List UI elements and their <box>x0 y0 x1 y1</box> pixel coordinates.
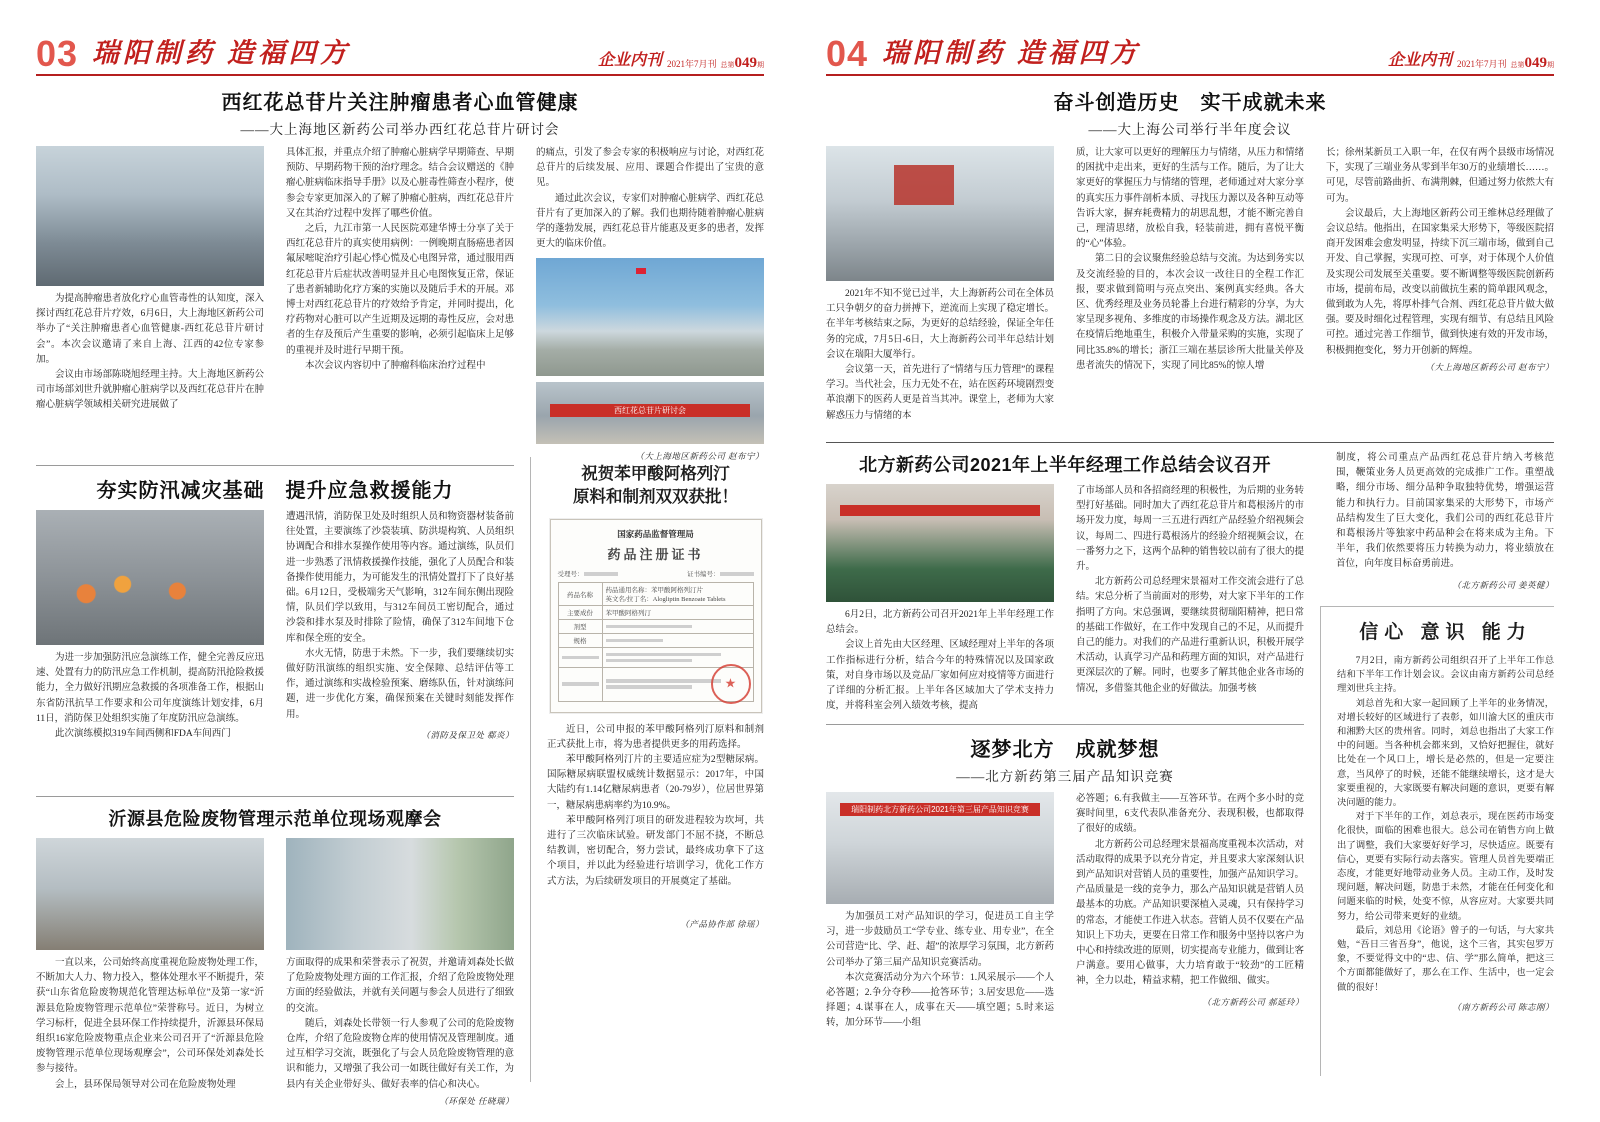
article-contest-title: 逐梦北方 成就梦想 <box>970 739 1160 761</box>
page-04-lower-left <box>826 451 1320 1122</box>
cert-row-value: 英文名/拉丁名：Alogliptin Benzoate Tablets <box>605 596 726 603</box>
box-approval <box>530 457 764 1082</box>
paragraph: 为提高肿瘤患者放化疗心血管毒性的认知度，深入探讨西红花总苷片疗效，6月6日，大上海地区新药公司举办了“关注肿瘤患者心血管健康-西红花总苷片研讨会”。本次会议邀请了来自上海、江西的42位专家参加。 <box>36 294 265 365</box>
box-faith-title: 信心 意识 能力 <box>1359 622 1532 643</box>
paragraph: 遭遇汛情，消防保卫处及时组织人员和物资器材装备前往处置，主要演练了沙袋装填、防洪堤构筑、人员组织协调配合和排水泵操作使用等内容。通过演练，队员们进一步熟悉了汛情救援操作技能，强化了人员配合和装备操作使用能力，为可能发生的汛情处置打下了良好基础。6月12日，受极端劣天气影响，312车间东侧出现险情，队员们学以致用，与312车间员工密切配合，通过沙袋和排水泵及时排除了险情，确保了312车间地下仓库和保全班的安全。 <box>286 512 515 644</box>
paragraph: 长；徐州某新员工入职一年，在仅有两个县级市场情况下，实现了三端业务从零到半年30万的业绩增长……。可见，尽管前路曲折、布满荆棘，但通过努力依然大有可为。 <box>1326 148 1555 204</box>
article-yiyuan-credit: （环保处 任晓瑞） <box>439 1095 514 1106</box>
paragraph: 通过此次会议，专家们对肿瘤心脏病学、西红花总苷片有了更加深入的了解。我们也期待随着肿瘤心脏病学的蓬勃发展，西红花总苷片能惠及更多的患者，发挥更大的临床价值。 <box>536 193 765 250</box>
certificate-meta <box>558 569 754 578</box>
saffron-col-2 <box>286 146 514 451</box>
paragraph: 随后，刘森处长带领一行人参观了公司的危险废物仓库，介绍了危险废物仓库的使用情况及管理制度。通过互相学习交流，既强化了与会人员危险废物管理的意识和能力，又增强了我公司一如既往做好有关工作，为县内有关企业带好头、做好表率的信心和决心。 <box>286 1018 515 1090</box>
article-halfyear-subtitle: ——大上海公司举行半年度会议 <box>1088 122 1292 137</box>
article-saffron-credit: （大上海地区新药公司 赵布宁） <box>635 451 764 462</box>
redacted-value <box>584 572 618 576</box>
contest-col-1 <box>826 792 1054 1122</box>
box-faith-credit: （南方新药公司 陈志刚） <box>1452 1001 1554 1012</box>
divider <box>826 724 1304 725</box>
paragraph: 近日，公司申报的苯甲酸阿格列汀原料和制剂正式获批上市，将为患者提供更多的用药选择。 <box>547 724 764 750</box>
article-contest-subtitle: ——北方新药第三届产品知识竞赛 <box>956 769 1174 784</box>
redacted-value <box>720 572 754 576</box>
acceptance-no-label: 受理号： <box>557 571 584 578</box>
approval-title-line2: 原料和制剂双双获批！ <box>573 488 738 506</box>
photo-banner-text: 西红花总苷片研讨会 <box>550 404 751 417</box>
paragraph: 苯甲酸阿格列汀项目的研发进程较为坎坷，共进行了三次临床试验。研发部门不屈不挠，不断总结教训，密切配合，努力尝试，最终成功拿下了这个项目，并以此为经验进行培训学习，优化工作方式方法，为后续研发项目的开展奠定了基础。 <box>547 815 764 887</box>
approval-title-line1: 祝贺苯甲酸阿格列汀 <box>581 465 730 483</box>
photo-symposium-group <box>536 382 764 444</box>
page-04 <box>818 0 1562 1093</box>
managers-col-3 <box>1320 451 1554 606</box>
paragraph: 苯甲酸阿格列汀片的主要适应症为2型糖尿病。国际糖尿病联盟权威统计数据显示：2017年，中国大陆约有1.14亿糖尿病患者（20-79岁），位居世界第一，糖尿病患病率约为10.9%。 <box>547 754 764 811</box>
halfyear-col-2 <box>1076 146 1304 434</box>
page-number: 04 <box>826 32 869 74</box>
photo-contest-teams <box>826 792 1054 904</box>
article-contest-credit: （北方新药公司 郝延玲） <box>1202 996 1304 1007</box>
article-saffron-title: 西红花总苷片关注肿瘤患者心血管健康 <box>221 92 579 114</box>
article-saffron-subtitle: ——大上海地区新药公司举办西红花总苷片研讨会 <box>240 122 560 137</box>
article-flood-credit: （消防及保卫处 郗炎） <box>421 729 514 740</box>
journal-name: 企业内刊 <box>1387 52 1452 69</box>
paragraph: 6月2日，北方新药公司召开2021年上半年经理工作总结会。 <box>826 610 1055 636</box>
article-halfyear-credit: （大上海地区新药公司 赵布宁） <box>1425 361 1554 372</box>
photo-saffron-symposium-room <box>36 146 264 286</box>
redacted-text <box>562 682 599 686</box>
redacted-text <box>606 639 664 643</box>
redacted-text <box>606 679 721 683</box>
paragraph: 为进一步加强防汛应急演练工作，健全完善反应迅速、处置有力的防汛应急工作机制，提高防汛抢险救援能力，全力做好汛期应急救援的各项准备工作，根据山东省防汛抗旱工作要求和公司年度演练计划安排，6月11日，消防保卫处组织实施了年度防汛应急演练。 <box>36 653 265 724</box>
article-managers-credit: （北方新药公司 姜英健） <box>1452 579 1554 590</box>
paragraph: 的痛点，引发了参会专家的积极响应与讨论，对西红花总苷片的后续发展、应用、课题合作提出了宝贵的意见。 <box>536 148 765 189</box>
paragraph: 对于下半年的工作，刘总表示，现在医药市场变化很快，面临的困难也很大。总公司在销售方向上做出了调整，我们大家要好好学习，尽快适应。既要有信心，更要有实际行动去落实。管理人员首先要端正态度，才能更好地带动业务人员。主动工作，及时发现问题，解决问题，防患于未然，才能在任何变化和问题来临的时候，处变不惊，从容应对。大家要共同努力，给公司带来更好的业绩。 <box>1337 812 1554 922</box>
paragraph: 北方新药公司总经理宋景福高度重视本次活动，对活动取得的成果予以充分肯定，并且要求大家深刻认识到产品知识对营销人员的重要性，加强产品知识学习。产品质量是一线的竞争力，那么产品知识就是营销人员最基本的功底。产品知识要深植入灵魂，只有保持学习的常态，才能使工作进入状态。营销人员不仅要在产品知识上下功夫，更要在日常工作和服务中坚持以客户为中心和持续改进的原则，切实提高专业能力，做到让客户满意。要用心做事，大力培育敢于“较劲”的工匠精神，全力以赴，精益求精，把工作做细、做实。 <box>1076 839 1305 987</box>
paragraph: 质，让大家可以更好的理解压力与情绪，从压力和情绪的困扰中走出来，更好的生活与工作。随后，为了让大家更好的掌握压力与情绪的管理，老师通过对大家分享的真实压力事件剖析本质、寻找压力源以及各种互动等告诉大家，摒弃耗费精力的胡思乱想，才能不断完善自己，理清思绪，放松自我，轻装前进，拥有喜悦平衡的“心”体验。 <box>1076 148 1305 250</box>
paragraph: 了市场部人员和各招商经理的积极性，为后期的业务转型打好基础。同时加大了西红花总苷片和葛根汤片的市场开发力度，每周一三五进行西红产品经验介绍视频会议，每周二、四进行葛根汤片的经验介绍视频会议，在一番努力之下，这两个品种的销售较以前有了很大的提升。 <box>1076 486 1305 573</box>
cert-row-label: 剂型 <box>558 620 602 634</box>
paragraph: 刘总首先和大家一起回顾了上半年的业务情况，对增长较好的区域进行了表彰，如川渝大区的重庆市和湘黔大区的贵州省。同时，刘总也指出了大家工作中的问题。当各种机会都来到，又恰好把握住，就好比处在一个风口上，增长是必然的，但是一定要注意，当风停了的时候，还能不能继续增长，这才是大家要重视的，大家既要有解决问题的意识，更要有解决问题的能力。 <box>1337 698 1554 809</box>
redacted-text <box>562 656 599 660</box>
article-flood-drill <box>36 474 514 788</box>
paragraph: 2021年不知不觉已过半，大上海新药公司在全体员工只争朝夕的奋力拼搏下，逆流而上实现了稳定增长。在半年考核结束之际，为更好的总结经验，保证全年任务的完成，7月5日-6日，大上海新药公司半年总结计划会议在瑞阳大厦举行。 <box>826 289 1055 360</box>
article-yiyuan <box>36 805 514 1113</box>
paragraph: 本次竞赛活动分为六个环节：1.风采展示——个人必答题；2.争分夺秒——抢答环节；3.居安思危——选择题；4.谋事在人，成事在天——填空题；5.时来运转，加分环节——小组 <box>826 972 1054 1029</box>
cert-row-value: 苯甲酸阿格列汀 <box>602 606 753 620</box>
approval-title <box>547 463 764 509</box>
halfyear-col-1 <box>826 146 1054 434</box>
article-managers-title: 北方新药公司2021年上半年经理工作总结会议召开 <box>858 455 1272 475</box>
page-number: 03 <box>36 32 79 74</box>
divider <box>36 796 514 797</box>
paragraph: 此次演练模拟319车间西侧和FDA车间西门 <box>55 729 231 740</box>
meeting-banner <box>840 505 1041 516</box>
flood-col-1 <box>36 510 264 788</box>
cert-row-value: 药品通用名称：苯甲酸阿格列汀片 <box>605 587 703 594</box>
paragraph: 会上，县环保局领导对公司在危险废物处理 <box>55 1079 236 1090</box>
article-flood-title: 夯实防汛减灾基础 提升应急救援能力 <box>96 480 454 502</box>
saffron-col-3 <box>536 146 765 462</box>
paragraph: 最后，刘总用《论语》曾子的一句话，与大家共勉，“吾日三省吾身”，他说，这个三省，其实包罗万象，不要觉得文中的“忠、信、学”那么简单，把这三个方面都能做好了，那么在工作、生活中，也一定会做的很好！ <box>1337 925 1554 993</box>
photo-waste-facility-tour <box>286 838 514 950</box>
paragraph: 一直以来，公司始终高度重视危险废物处理工作，不断加大人力、物力投入，整体处理水平不断提升，荣获“山东省危险废物规范化管理达标单位”及第一家“沂源县危险废物管理示范单位”荣誉称号。近日，为树立学习标杆，促进全县环保工作持续提升，沂源县环保局组织16家危险废物重点企业来公司召开了“沂源县危险废物管理示范单位现场观摩会”，公司环保处刘森处长参与接待。 <box>36 958 265 1075</box>
paragraph: 北方新药公司总经理宋景福对工作交流会进行了总结。宋总分析了当前面对的形势，对大家下半年的工作指明了方向。宋总强调，要继续贯彻瑞阳精神，把日常的基础工作做好，在工作中发现自己的不足，从而提升自己的能力。对我们的产品进行重新认识，积极开展学术活动，认真学习产品和药理方面的知识，对产品进行更深层次的了解。同时，也要多了解其他企业各市场的情况，多借鉴其他企业的好做法。加强考核 <box>1076 577 1305 694</box>
paragraph: 本次会议内容切中了肿瘤科临床治疗过程中 <box>305 360 486 371</box>
flag-icon <box>636 268 646 274</box>
cert-row-label: 药品名称 <box>558 583 602 606</box>
page-04-lower-right <box>1320 451 1554 1122</box>
flood-col-2 <box>286 510 514 788</box>
divider <box>36 465 514 466</box>
journal-info <box>598 47 764 70</box>
journal-info <box>1388 47 1554 70</box>
paragraph: 为加强员工对产品知识的学习，促进员工自主学习，进一步鼓励员工“学专业、练专业、用专业”，在全公司营造“比、学、赶、超”的浓厚学习氛围，北方新药公司举办了第三届产品知识竞赛活动。 <box>826 912 1054 968</box>
article-managers-meeting <box>826 451 1304 716</box>
paragraph: 会议由市场部陈晓旭经理主持。大上海地区新药公司市场部刘世升就肿瘤心脏病学以及西红花总苷片在肿瘤心脏病学领域相关研究进展做了 <box>36 370 265 411</box>
paragraph: 具体汇报，并重点介绍了肿瘤心脏病学早期筛查、早期预防、早期药物干预的治疗理念。结合会议赠送的《肿瘤心脏病临床指导手册》以及心脏毒性筛查小程序，使参会专家更加深入的了解了肿瘤心脏病，西红花总苷片又在其治疗过程中发挥了哪些价值。 <box>286 148 515 219</box>
paragraph: 水火无情，防患于未然。下一步，我们要继续切实做好防汛演练的组织实施、安全保障、总结评估等工作，通过演练和实战检验预案、磨练队伍，针对演练问题，进一步优化方案，确保预案在关键时刻能发挥作用。 <box>286 648 515 720</box>
issue-prefix: 总第 <box>720 61 735 69</box>
divider <box>826 442 1554 443</box>
photo-training-classroom <box>826 146 1054 281</box>
journal-issue-date: 2021年7月刊 <box>666 59 717 69</box>
halfyear-col-3 <box>1326 146 1554 434</box>
yiyuan-col-2 <box>286 838 514 1113</box>
managers-col-2 <box>1076 484 1304 716</box>
paragraph: 第二日的会议聚焦经验总结与交流。为达到务实以及交流经验的目的，本次会议一改往日的全程工作汇报，要求做到简明与亮点突出、案例真实经典。各大区、优秀经理及业务员轮番上台进行精彩的分享，为大家呈现多视角、多维度的市场操作观念及方法。湖北区在疫情后绝地重生，积极介入带量采购的实施，实现了同比35.8%的增长；浙江三端在基层诊所大批量关停及患者流失的情况下，实现了同比85%的惊人增 <box>1076 254 1305 371</box>
paragraph: 之后，九江市第一人民医院邓建华博士分享了关于西红花总苷片的真实使用病例：一例晚期直肠癌患者因氟尿嘧啶治疗引起心悸心慌及心电图异常，通过服用西红花总苷片后症状改善明显并且心电图恢复正常，保证了患者新辅助化疗方案的实施以及随后手术的开展。邓博士对西红花总苷片的疗效给予肯定，并同时提出，化疗药物对心脏可以产生近期及远期的毒性反应，会对患者的生存及预后产生重要的影响，必须引起临床上足够的重视并及时进行早期干预。 <box>286 224 515 356</box>
page-03-lower-left <box>36 457 530 1113</box>
certificate-no-label: 证书编号： <box>687 571 720 578</box>
redacted-text <box>606 625 692 629</box>
issue-number: 049 <box>1524 54 1547 71</box>
paragraph: 必答题；6.有我做主——互答环节。在两个多小时的竞赛时间里，6支代表队准备充分、表现积极，也都取得了很好的成绩。 <box>1076 794 1304 835</box>
brand-script: 瑞阳制药 造福四方 <box>92 38 351 68</box>
cert-row-label: 规格 <box>558 634 602 648</box>
yiyuan-col-1 <box>36 838 264 1113</box>
issue-suffix: 期 <box>757 61 764 69</box>
cert-row-label: 主要成份 <box>558 606 602 620</box>
paragraph: 会议最后，大上海地区新药公司王维林总经理做了会议总结。他指出，在国家集采大形势下，等级医院招商开发困难会愈发明显，持续下沉三端市场，做到自己开发、自己掌握，实现可控、可享，对于体现个人价值及实现公司发展至关重要。要不断调整等级医院创新药市场，提前布局，改变以前做抗生素的简单跟风观念，做到敢为人先，将厚朴排气合剂、西红花总苷片做大做强。要及时细化过程管理，实现有细节、有总结且风险可控。通过完善工作细节，做到快速有效的开发市场，积极拥抱变化，努力开创新的辉煌。 <box>1326 208 1555 356</box>
box-approval-credit: （产品协作部 徐瑶） <box>680 918 764 929</box>
page-03-masthead <box>36 30 764 76</box>
box-faith <box>1320 606 1554 1076</box>
paragraph: 制度，将公司重点产品西红花总苷片纳入考核范围，鞭策业务人员更高效的完成推广工作。重塑战略，细分市场、细分品种争取独特优势，增强运营能力和执行力。目前国家集采的大形势下，市场产品结构发生了巨大变化，我们公司的西红花总苷片和葛根汤片等独家中药品种会在将来成为主角。下半年，我们依然要将压力转换为动力，将业绩放在首位，向年度目标奋勇前进。 <box>1336 453 1554 570</box>
paragraph: 7月2日，南方新药公司组织召开了上半年工作总结和下半年工作计划会议。会议由南方新药公司总经理刘世兵主持。 <box>1337 656 1554 695</box>
redacted-text <box>606 659 692 663</box>
paragraph: 方面取得的成果和荣誉表示了祝贺，并邀请刘森处长做了危险废物处理方面的工作汇报，介绍了危险废物处理方面的经验做法，并就有关问题与参会人员进行了细致的交流。 <box>286 958 515 1014</box>
drug-registration-certificate <box>550 519 762 713</box>
projection-screen <box>894 165 953 206</box>
photo-flood-drill <box>36 510 264 645</box>
page-03 <box>28 0 772 1106</box>
redacted-text <box>606 653 721 657</box>
certificate-title: 药品注册证书 <box>607 547 704 562</box>
certificate-authority: 国家药品监督管理局 <box>617 529 694 539</box>
article-yiyuan-title: 沂源县危险废物管理示范单位现场观摩会 <box>108 809 442 829</box>
redacted-text <box>606 685 692 689</box>
brand-script: 瑞阳制药 造福四方 <box>882 38 1141 68</box>
article-saffron <box>36 86 765 462</box>
journal-issue-date: 2021年7月刊 <box>1456 59 1507 69</box>
issue-number: 049 <box>734 54 757 71</box>
issue-prefix: 总第 <box>1510 61 1525 69</box>
article-halfyear-title: 奋斗创造历史 实干成就未来 <box>1053 92 1327 114</box>
journal-name: 企业内刊 <box>597 52 662 69</box>
article-contest <box>826 733 1304 1122</box>
article-halfyear-meeting <box>826 86 1554 434</box>
photo-company-building <box>536 258 764 376</box>
red-seal-icon <box>711 664 751 704</box>
photo-observation-meeting <box>36 838 264 950</box>
saffron-col-1 <box>36 146 264 451</box>
managers-col-1 <box>826 484 1054 716</box>
paragraph: 会议上首先由大区经理、区域经理对上半年的各项工作指标进行分析，结合今年的特殊情况以及国家政策，对自身市场以及竞品厂家如何应对疫情等方面进行了详细的分析汇报。上半年各区域加大了学术支持力度，并将科室会列入绩效考核，提高 <box>826 640 1055 712</box>
contest-banner-text: 瑞阳制药北方新药公司2021年第三届产品知识竞赛 <box>840 803 1041 816</box>
issue-suffix: 期 <box>1547 61 1554 69</box>
page-04-masthead <box>826 30 1554 76</box>
contest-col-2 <box>1076 792 1304 1122</box>
photo-managers-meeting-table <box>826 484 1054 602</box>
paragraph: 会议第一天，首先进行了“情绪与压力管理”的课程学习。当代社会，压力无处不在，站在医药环境剧烈变革浪潮下的医药人更是首当其冲。课堂上，老师为大家解惑压力与情绪的本 <box>826 365 1055 421</box>
